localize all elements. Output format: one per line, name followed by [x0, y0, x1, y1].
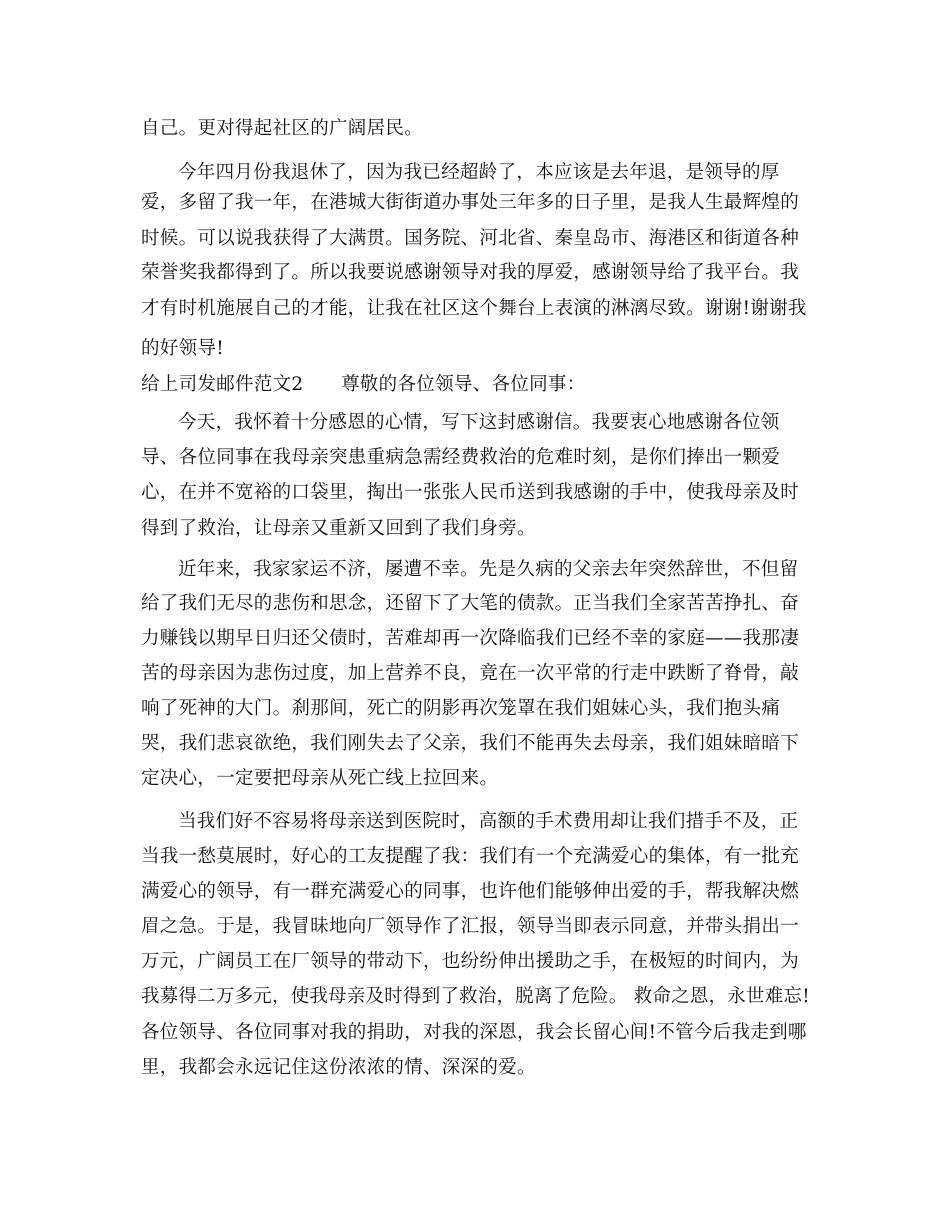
text-line: 心，在并不宽裕的口袋里，掏出一张张人民币送到我感谢的手中，使我母亲及时: [141, 482, 800, 503]
text-line: 给了我们无尽的悲伤和思念，还留下了大笔的债款。正当我们全家苦苦挣扎、奋: [141, 593, 800, 614]
text-line: 哭，我们悲哀欲绝，我们刚失去了父亲，我们不能再失去母亲，我们姐妹暗暗下: [141, 733, 800, 754]
text-line: 才有时机施展自己的才能，让我在社区这个舞台上表演的淋漓尽致。谢谢!谢谢我: [141, 298, 807, 319]
text-line: 的好领导!: [141, 338, 224, 359]
paragraph-first-line: 今天，我怀着十分感恩的心情，写下这封感谢信。我要衷心地感谢各位领: [178, 412, 780, 433]
text-line: 当我一愁莫展时，好心的工友提醒了我：我们有一个充满爱心的集体，有一批充: [141, 846, 800, 867]
text-line: 我募得二万多元，使我母亲及时得到了救治，脱离了危险。 救命之恩，永世难忘!: [141, 986, 810, 1007]
section-heading: 给上司发邮件范文2 尊敬的各位领导、各位同事：: [141, 374, 586, 395]
text-line: 满爱心的领导，有一群充满爱心的同事，也许他们能够伸出爱的手，帮我解决燃: [141, 881, 800, 902]
text-line: 各位领导、各位同事对我的捐助，对我的深恩，我会长留心间!不管今后我走到哪: [141, 1022, 807, 1043]
text-line: 荣誉奖我都得到了。所以我要说感谢领导对我的厚爱，感谢领导给了我平台。我: [141, 262, 800, 283]
text-line: 眉之急。于是，我冒昧地向厂领导作了汇报，领导当即表示同意，并带头捐出一: [141, 916, 800, 937]
text-line: 苦的母亲因为悲伤过度，加上营养不良，竟在一次平常的行走中跌断了脊骨，敲: [141, 663, 800, 684]
text-line: 力赚钱以期早日归还父债时，苦难却再一次降临我们已经不幸的家庭——我那凄: [141, 628, 800, 649]
paragraph-first-line: 今年四月份我退休了，因为我已经超龄了，本应该是去年退，是领导的厚: [178, 162, 780, 183]
text-line: 自己。更对得起社区的广阔居民。: [141, 118, 424, 139]
paragraph-first-line: 当我们好不容易将母亲送到医院时，高额的手术费用却让我们措手不及，正: [178, 811, 799, 832]
text-line: 万元，广阔员工在厂领导的带动下，也纷纷伸出援助之手，在极短的时间内，为: [141, 951, 800, 972]
text-line: 里，我都会永远记住这份浓浓的情、深深的爱。: [141, 1057, 536, 1078]
text-line: 得到了救治，让母亲又重新又回到了我们身旁。: [141, 518, 536, 539]
text-line: 爱，多留了我一年，在港城大街街道办事处三年多的日子里，是我人生最辉煌的: [141, 192, 800, 213]
text-line: 定决心，一定要把母亲从死亡线上拉回来。: [141, 768, 499, 789]
text-line: 导、各位同事在我母亲突患重病急需经费救治的危难时刻，是你们捧出一颗爱: [141, 447, 781, 468]
text-line: 时候。可以说我获得了大满贯。国务院、河北省、秦皇岛市、海港区和街道各种: [141, 228, 800, 249]
paragraph-first-line: 近年来，我家家运不济，屡遭不幸。先是久病的父亲去年突然辞世，不但留: [178, 559, 799, 580]
text-line: 响了死神的大门。刹那间，死亡的阴影再次笼罩在我们姐妹心头，我们抱头痛: [141, 698, 781, 719]
